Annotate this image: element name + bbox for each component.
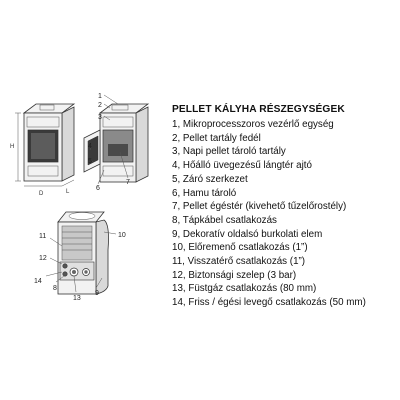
part-label-12: 12 (39, 255, 47, 262)
list-item: 9, Dekoratív oldalsó burkolati elem (172, 228, 323, 240)
part-label-2: 2 (98, 102, 102, 109)
part-label-5: 5 (88, 158, 92, 165)
list-item: 14, Friss / égési levegő csatlakozás (50 mm) (172, 297, 366, 309)
list-item: 11, Visszatérő csatlakozás (1”) (172, 256, 306, 268)
part-label-11: 11 (39, 233, 47, 240)
part-label-13: 13 (73, 295, 81, 302)
parts-list (172, 118, 398, 310)
stove-open-diagram (84, 95, 148, 184)
parts-title: PELLET KÁLYHA RÉSZEGYSÉGEK (172, 104, 345, 115)
dim-h-label: H (10, 144, 15, 150)
list-item: 8, Tápkábel csatlakozás (172, 214, 277, 226)
list-item: 2, Pellet tartály fedél (172, 132, 261, 144)
part-label-4: 4 (88, 143, 92, 150)
part-label-3: 3 (98, 114, 102, 121)
list-item: 4, Hőálló üvegezésű lángtér ajtó (172, 160, 312, 172)
list-item: 12, Biztonsági szelep (3 bar) (172, 269, 297, 281)
stove-closed-diagram (15, 104, 74, 186)
part-label-14: 14 (34, 278, 42, 285)
dim-l-label: L (66, 189, 70, 195)
parts-legend (172, 104, 398, 310)
list-item: 13, Füstgáz csatlakozás (80 mm) (172, 283, 317, 295)
list-item: 3, Napi pellet tároló tartály (172, 146, 286, 158)
part-label-9: 9 (95, 290, 99, 297)
part-label-8: 8 (53, 285, 57, 292)
stove-rear-diagram (46, 212, 116, 294)
dim-d-label: D (39, 191, 44, 197)
list-item: 5, Záró szerkezet (172, 173, 248, 185)
part-label-6: 6 (96, 185, 100, 192)
part-label-7: 7 (126, 179, 130, 186)
stove-diagrams (0, 0, 170, 400)
part-label-10: 10 (118, 232, 126, 239)
list-item: 10, Előremenő csatlakozás (1”) (172, 242, 308, 254)
part-label-1: 1 (98, 93, 102, 100)
list-item: 1, Mikroprocesszoros vezérlő egység (172, 119, 334, 130)
list-item: 6, Hamu tároló (172, 187, 237, 199)
list-item: 7, Pellet égéstér (kivehető tűzelőrostély) (172, 201, 347, 213)
